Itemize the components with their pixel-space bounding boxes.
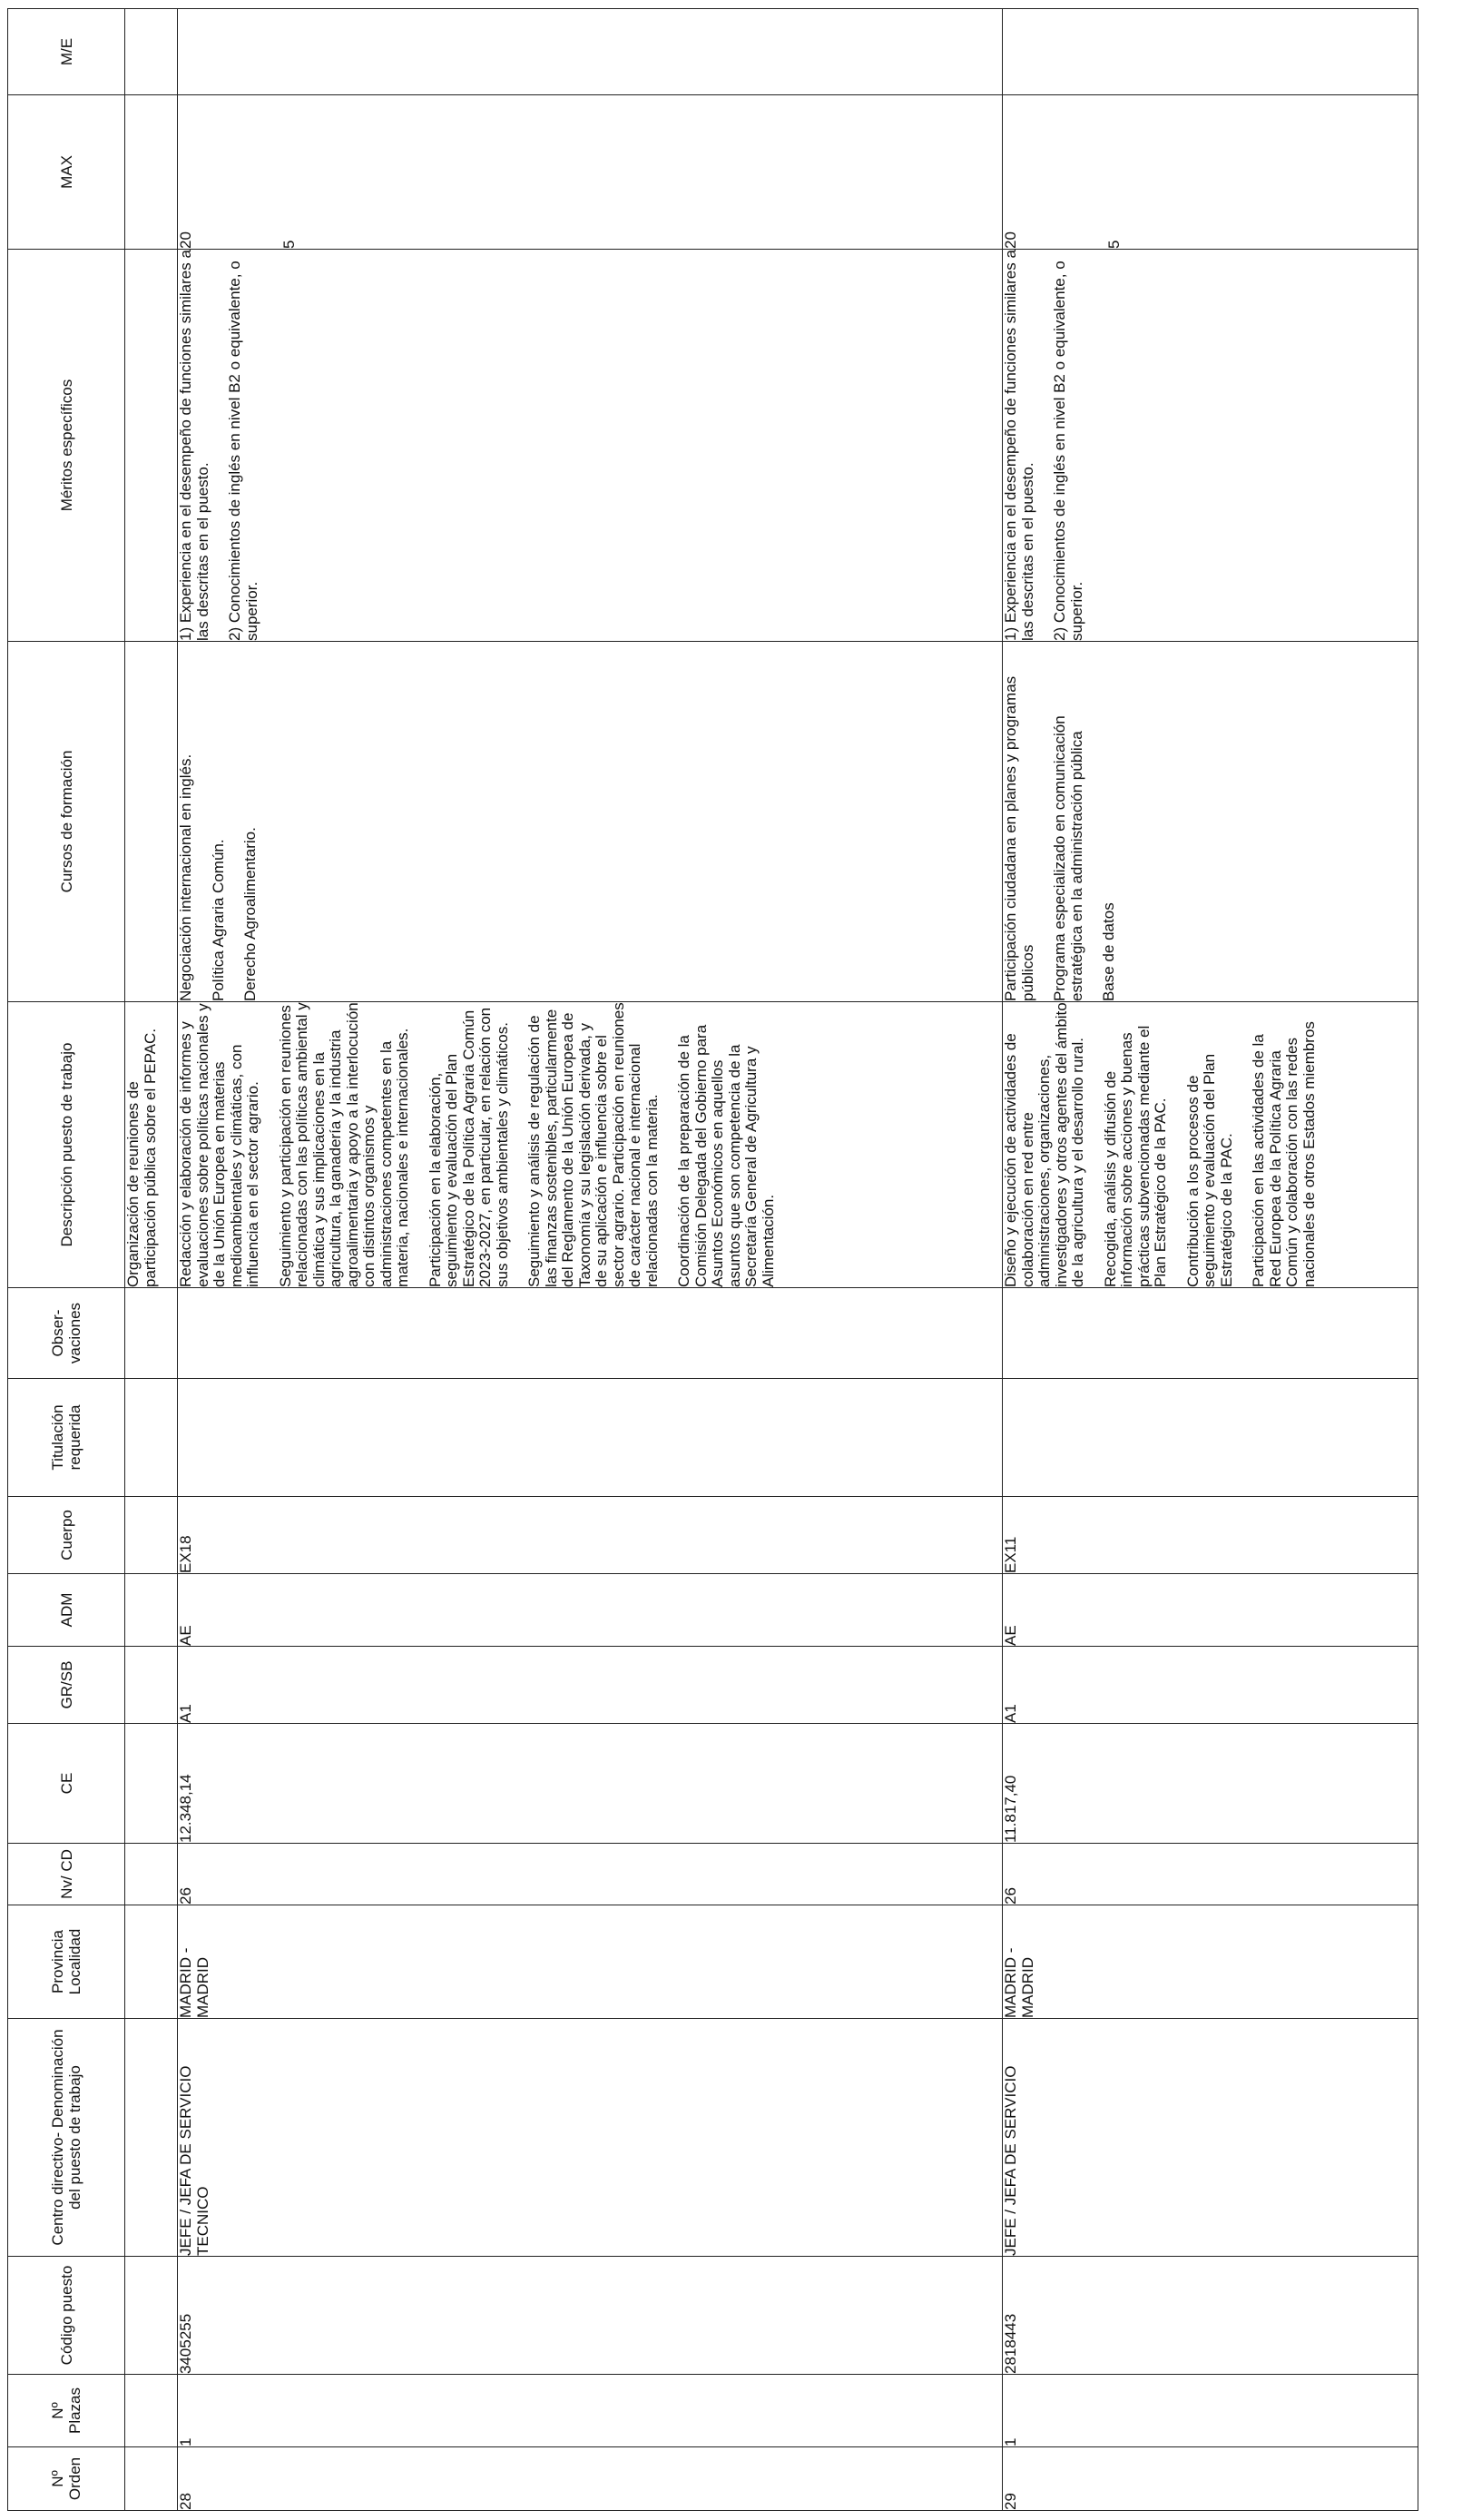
cell-orden: 29 bbox=[1003, 2447, 1418, 2511]
cell-descripcion bbox=[1003, 1002, 1418, 1288]
cell-ce: 11.817,40 bbox=[1003, 1724, 1418, 1844]
descripcion-paragraph: Seguimiento y análisis de regulación de las finanzas sostenibles, particularmente del Reglamento de la Unión Europea de Taxonomía y su legislación derivada, y de su aplicación e influencia sobre el sector agrario. Participación en reuniones de carácter nacional e internacional relacionadas con la materia. bbox=[525, 1002, 661, 1287]
header-adm: ADM bbox=[8, 1574, 125, 1647]
cell-meritos bbox=[1003, 250, 1418, 642]
cell-provincia: MADRID - MADRID bbox=[1003, 1905, 1418, 2019]
cell-codigo: 3405255 bbox=[178, 2257, 1003, 2375]
carryover-row bbox=[125, 9, 178, 2511]
descripcion-paragraph: Redacción y elaboración de informes y evaluaciones sobre políticas nacionales y de la Unión Europea en materias medioambientales y climáticas, con influencia en el sector agrario. bbox=[177, 1003, 261, 1287]
cell-centro: JEFE / JEFA DE SERVICIO TECNICO bbox=[178, 2019, 1003, 2257]
descripcion-paragraph: Participación en las actividades de la Red Europea de la Política Agraria Común y colaboración con las redes nacionales de otros Estados miembros bbox=[1250, 1021, 1318, 1287]
cell-ce: 12.348,14 bbox=[178, 1724, 1003, 1844]
cell-provincia: MADRID - MADRID bbox=[178, 1905, 1003, 2019]
cell-observaciones bbox=[178, 1288, 1003, 1379]
cell-grupo: A1 bbox=[1003, 1647, 1418, 1724]
cell-orden: 28 bbox=[178, 2447, 1003, 2511]
header-plazas: Nº Plazas bbox=[8, 2375, 125, 2447]
cell-titulacion bbox=[1003, 1379, 1418, 1497]
header-centro: Centro directivo- Denominación del puesto de trabajo bbox=[8, 2019, 125, 2257]
curso-item: Participación ciudadana en planes y programas públicos bbox=[1002, 675, 1036, 1001]
cell-descripcion bbox=[178, 1002, 1003, 1288]
cell-cuerpo: EX11 bbox=[1003, 1497, 1418, 1574]
cell-plazas: 1 bbox=[1003, 2375, 1418, 2447]
cell-adm: AE bbox=[1003, 1574, 1418, 1647]
descripcion-paragraph: Contribución a los procesos de seguimiento y evaluación del Plan Estratégico de la PAC. bbox=[1183, 1053, 1235, 1287]
merito-item: 2) Conocimientos de inglés en nivel B2 o equivalente, o superior. bbox=[1051, 261, 1085, 641]
cell-cursos bbox=[1003, 642, 1418, 1002]
header-cuerpo: Cuerpo bbox=[8, 1497, 125, 1574]
cell-codigo: 2818443 bbox=[1003, 2257, 1418, 2375]
cell-me bbox=[178, 9, 1003, 95]
header-row bbox=[8, 9, 125, 2511]
cell-plazas: 1 bbox=[178, 2375, 1003, 2447]
header-codigo: Código puesto bbox=[8, 2257, 125, 2375]
header-titulacion: Titulación requerida bbox=[8, 1379, 125, 1497]
max-value: 20 bbox=[177, 231, 194, 249]
cell-grupo: A1 bbox=[178, 1647, 1003, 1724]
descripcion-paragraph: Recogida, análisis y difusión de información sobre acciones y buenas prácticas subvencionadas mediante el Plan Estratégico de la PAC. bbox=[1101, 1025, 1169, 1287]
cell-cuerpo: EX18 bbox=[178, 1497, 1003, 1574]
header-ce: CE bbox=[8, 1724, 125, 1844]
header-cursos: Cursos de formación bbox=[8, 642, 125, 1002]
cell-nivel: 26 bbox=[1003, 1844, 1418, 1905]
carryover-descripcion: Organización de reuniones de participación pública sobre el PEPAC. bbox=[125, 1002, 178, 1288]
curso-item: Política Agraria Común. bbox=[209, 839, 227, 1001]
table-row bbox=[1003, 9, 1418, 2511]
descripcion-paragraph: Coordinación de la preparación de la Comisión Delegada del Gobierno para Asuntos Económicos en aquellos asuntos que son competencia de la Secretaría General de Agricultura y Alimentación. bbox=[675, 1024, 777, 1287]
header-provincia: Provincia Localidad bbox=[8, 1905, 125, 2019]
descripcion-paragraph: Diseño y ejecución de actividades de colaboración en red entre administraciones, organizaciones, investigadores y otros agentes del ámbito de la agricultura y el desarrollo rural. bbox=[1002, 1002, 1086, 1287]
header-me: M/E bbox=[8, 9, 125, 95]
curso-item: Base de datos bbox=[1100, 902, 1117, 1001]
cell-meritos bbox=[178, 250, 1003, 642]
descripcion-paragraph: Participación en la elaboración, seguimiento y evaluación del Plan Estratégico de la Política Agraria Común 2023-2027, en particular, en relación con sus objetivos ambientales y climáticos. bbox=[426, 1007, 511, 1287]
max-value: 20 bbox=[1002, 231, 1019, 249]
cell-me bbox=[1003, 9, 1418, 95]
merito-item: 1) Experiencia en el desempeño de funciones similares a las descritas en el puesto. bbox=[177, 250, 211, 641]
header-grupo: GR/SB bbox=[8, 1647, 125, 1724]
curso-item: Programa especializado en comunicación estratégica en la administración pública bbox=[1051, 715, 1085, 1001]
curso-item: Derecho Agroalimentario. bbox=[241, 827, 259, 1001]
job-positions-table bbox=[7, 8, 1418, 2511]
descripcion-paragraph: Seguimiento y participación en reuniones relacionadas con las políticas ambiental y climática y sus implicaciones en la agricultura, la ganadería y la industria agroalimentaria y apoyo a la interlocución con distintos organismos y administraciones competentes en la materia, nacionales e internacionales. bbox=[276, 1002, 411, 1287]
cell-centro: JEFE / JEFA DE SERVICIO bbox=[1003, 2019, 1418, 2257]
cell-titulacion bbox=[178, 1379, 1003, 1497]
merito-item: 1) Experiencia en el desempeño de funciones similares a las descritas en el puesto. bbox=[1002, 250, 1036, 641]
header-meritos: Méritos específicos bbox=[8, 250, 125, 642]
table-row bbox=[178, 9, 1003, 2511]
cell-observaciones bbox=[1003, 1288, 1418, 1379]
header-max: MAX bbox=[8, 95, 125, 250]
cell-nivel: 26 bbox=[178, 1844, 1003, 1905]
header-orden: Nº Orden bbox=[8, 2447, 125, 2511]
cell-adm: AE bbox=[178, 1574, 1003, 1647]
cell-max bbox=[178, 95, 1003, 250]
cell-max bbox=[1003, 95, 1418, 250]
merito-item: 2) Conocimientos de inglés en nivel B2 o equivalente, o superior. bbox=[226, 261, 260, 641]
max-value: 5 bbox=[280, 240, 298, 249]
header-nivel: Nv/ CD bbox=[8, 1844, 125, 1905]
header-observaciones: Obser- vaciones bbox=[8, 1288, 125, 1379]
cell-cursos bbox=[178, 642, 1003, 1002]
header-descripcion: Descripción puesto de trabajo bbox=[8, 1002, 125, 1288]
curso-item: Negociación internacional en inglés. bbox=[177, 753, 194, 1001]
max-value: 5 bbox=[1104, 240, 1123, 249]
